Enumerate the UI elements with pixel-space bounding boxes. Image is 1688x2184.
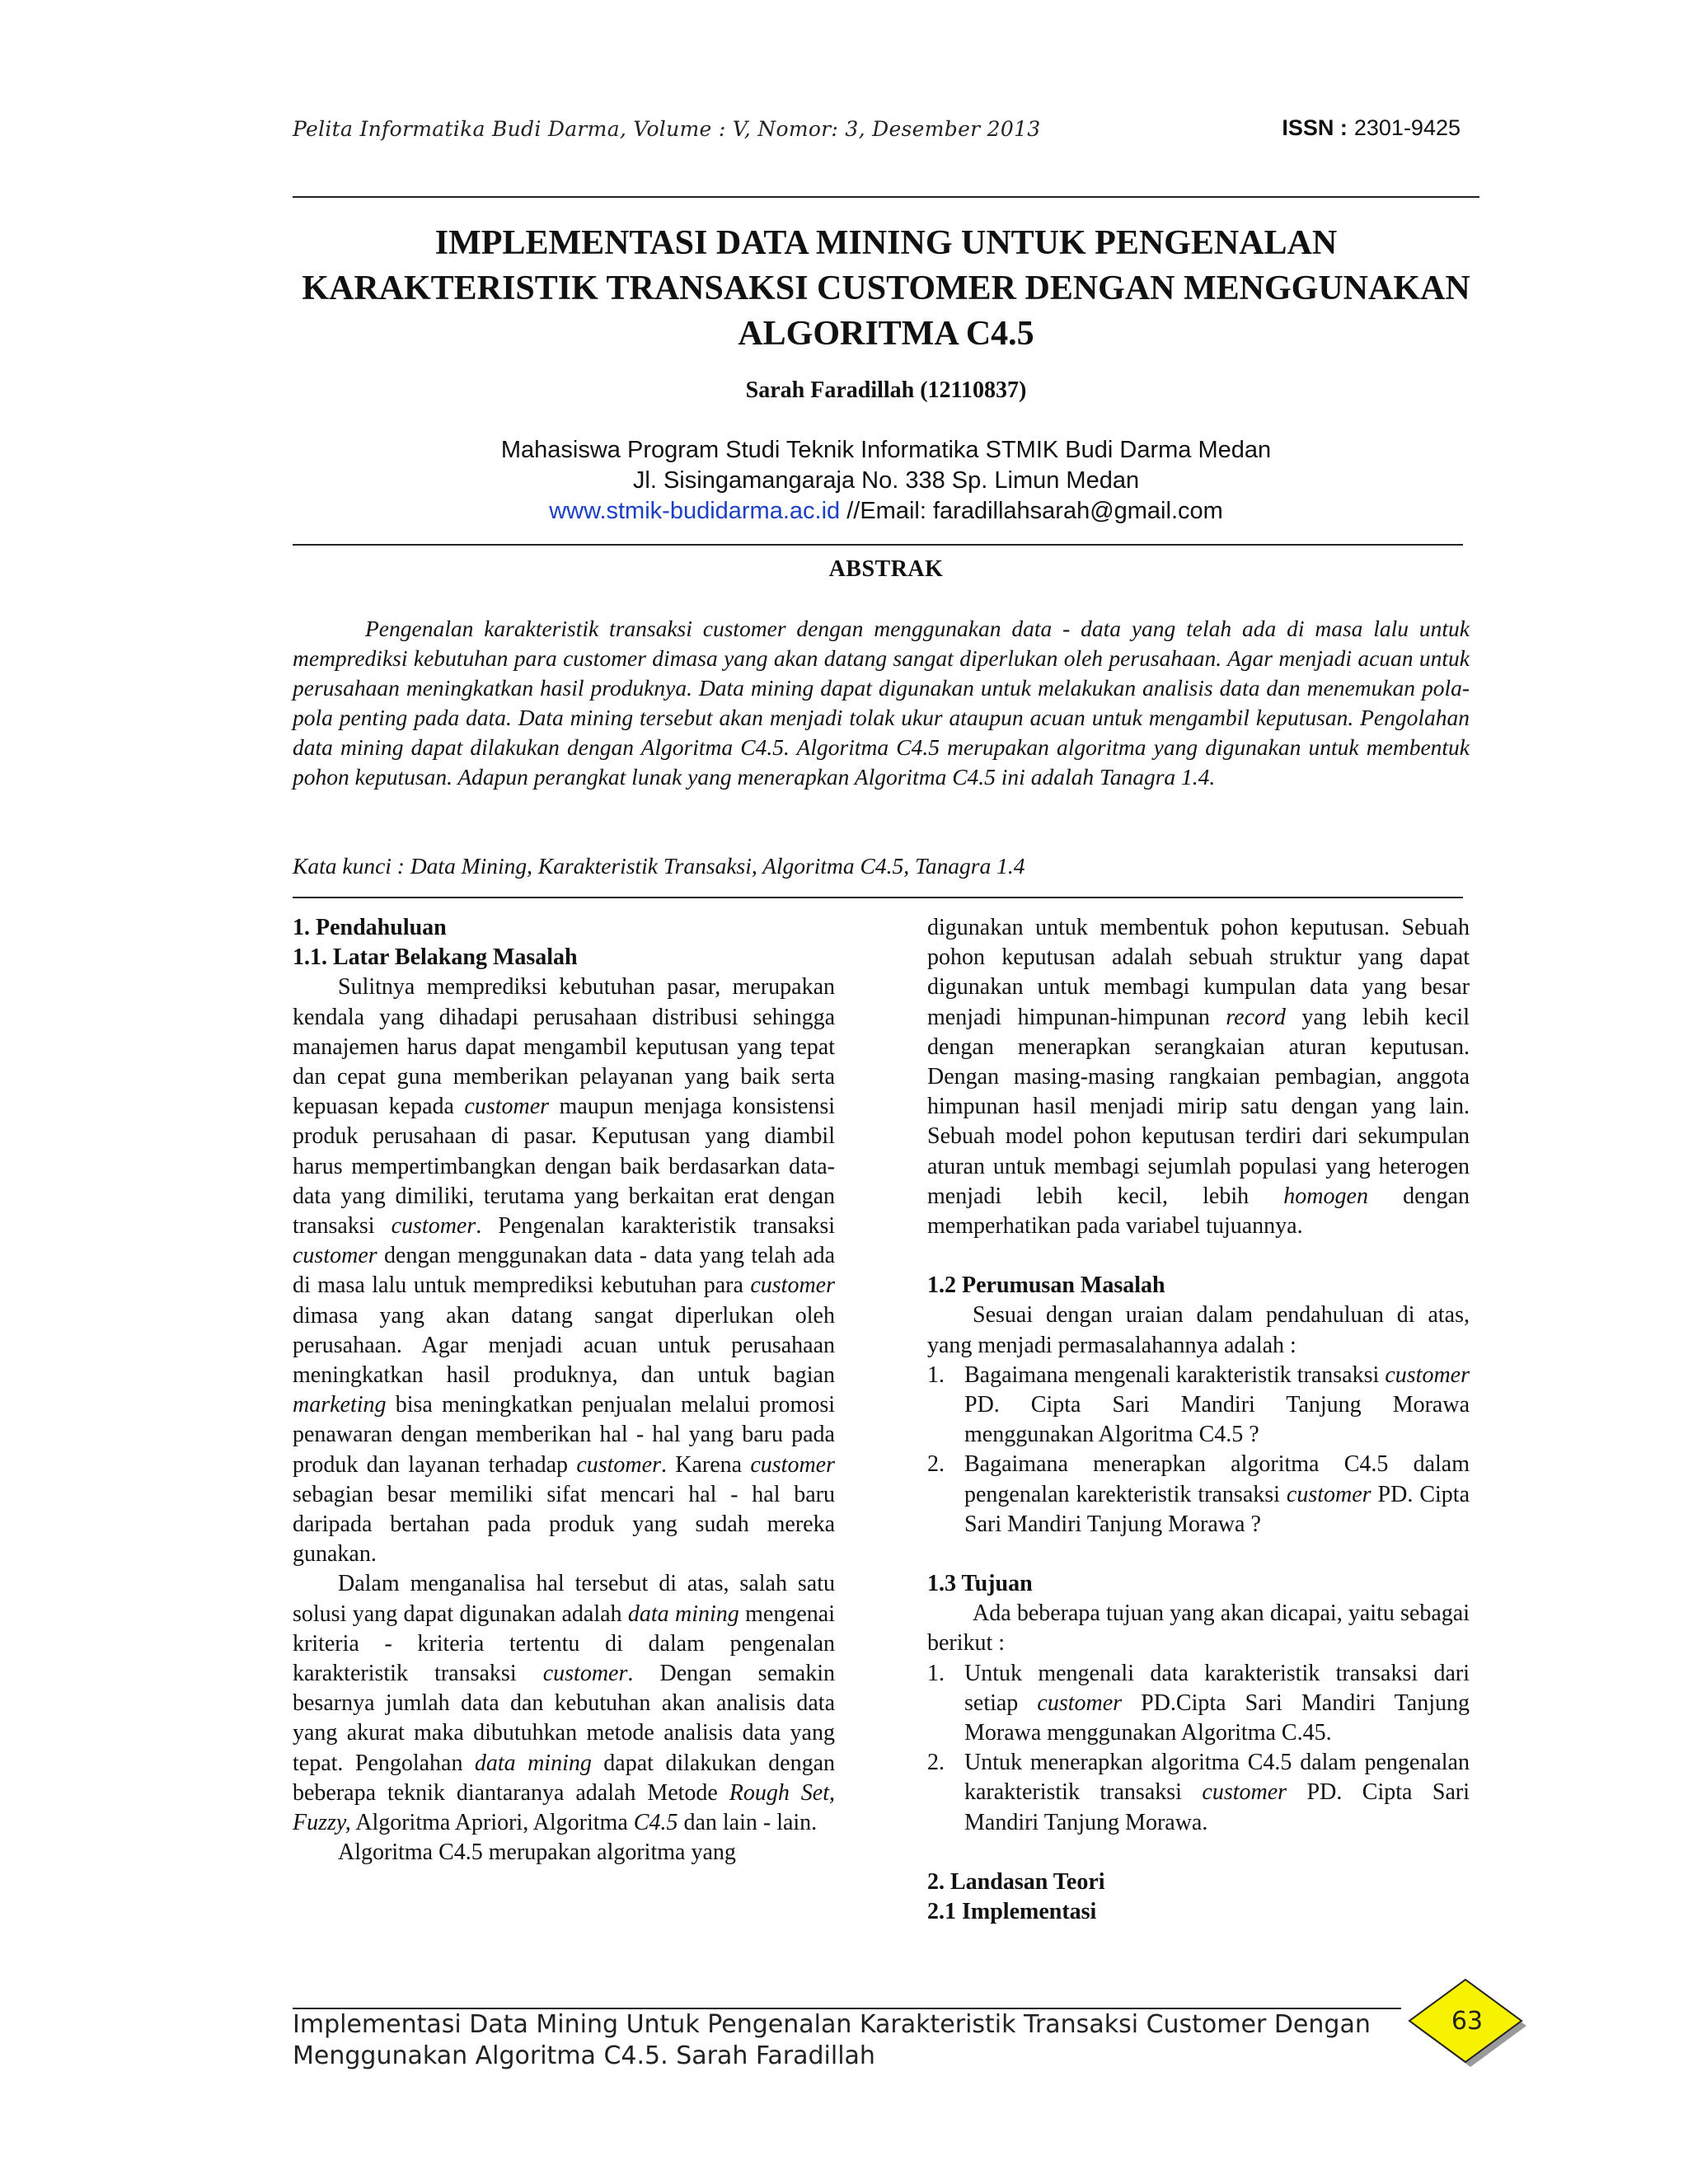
paragraph: Sulitnya memprediksi kebutuhan pasar, merupakan kendala yang dihadapi perusahaan distribusi sehingga manajemen harus dapat mengambil keputusan yang tepat dan cepat guna memberikan pelayanan yang baik serta kepuasan kepada customer maupun menjaga konsistensi produk perusahaan di pasar. Keputusan yang diambil harus mempertimbangkan dengan baik berdasarkan data-data yang dimiliki, terutama yang berkaitan erat dengan transaksi customer. Pengenalan karakteristik transaksi customer dengan menggunakan data - data yang telah ada di masa lalu untuk memprediksi kebutuhan para customer dimasa yang akan datang sangat diperlukan oleh perusahaan. Agar menjadi acuan untuk perusahaan meningkatkan hasil produknya, dan untuk bagian marketing bisa meningkatkan penjualan melalui promosi penawaran dengan memberikan hal - hal yang baru pada produk dan layanan terhadap customer. Karena customer sebagian besar memiliki sifat mencari hal - hal baru daripada bertahan pada produk yang sudah mereka gunakan.: [293, 974, 836, 1568]
subsection-heading: 2.1 Implementasi: [927, 1899, 1097, 1925]
issn-value: 2301-9425: [1353, 115, 1461, 140]
footer-line-1: Implementasi Data Mining Untuk Pengenalan Karakteristik Transaksi Customer Dengan: [293, 2010, 1371, 2039]
affiliation-line-2: Jl. Sisingamangaraja No. 338 Sp. Limun Medan: [632, 467, 1140, 494]
email: //Email: faradillahsarah@gmail.com: [840, 498, 1223, 524]
right-column: [927, 913, 1470, 1927]
abstract-text: Pengenalan karakteristik transaksi customer dengan menggunakan data - data yang telah ada di masa lalu untuk memprediksi kebutuhan para customer dimasa yang akan datang sangat diperlukan oleh perusahaan. Agar menjadi acuan untuk perusahaan meningkatkan hasil produknya. Data mining dapat digunakan untuk melakukan analisis data dan menemukan pola-pola penting pada data. Data mining tersebut akan menjadi tolak ukur ataupun acuan untuk mengambil keputusan. Pengolahan data mining dapat dilakukan dengan Algoritma C4.5. Algoritma C4.5 merupakan algoritma yang digunakan untuk membentuk pohon keputusan. Adapun perangkat lunak yang menerapkan Algoritma C4.5 ini adalah Tanagra 1.4.: [293, 616, 1470, 790]
list-item: 2. Bagaimana menerapkan algoritma C4.5 dalam pengenalan karekteristik transaksi customer PD. Cipta Sari Mandiri Tanjung Morawa ?: [927, 1451, 1470, 1537]
paper-title: IMPLEMENTASI DATA MINING UNTUK PENGENALAN KARAKTERISTIK TRANSAKSI CUSTOMER DENGAN MENGGUNAKAN ALGORITMA C4.5: [302, 224, 1470, 353]
left-column: [293, 913, 835, 1868]
author: Sarah Faradillah (12110837): [745, 377, 1027, 403]
list-item: 1. Untuk mengenali data karakteristik transaksi dari setiap customer PD.Cipta Sari Mandiri Tanjung Morawa menggunakan Algoritma C.45.: [927, 1660, 1470, 1746]
objective-list: [927, 1659, 1470, 1838]
paragraph: Ada beberapa tujuan yang akan dicapai, yaitu sebagai berikut :: [927, 1601, 1470, 1657]
website-link[interactable]: www.stmik-budidarma.ac.id: [549, 498, 841, 524]
paragraph: digunakan untuk membentuk pohon keputusan. Sebuah pohon keputusan adalah sebuah struktur yang dapat digunakan untuk membagi kumpulan data yang besar menjadi himpunan-himpunan record yang lebih kecil dengan menerapkan serangkaian aturan keputusan. Dengan masing-masing rangkaian pembagian, anggota himpunan hasil menjadi mirip satu dengan yang lain. Sebuah model pohon keputusan terdiri dari sekumpulan aturan untuk membagi sejumlah populasi yang heterogen menjadi lebih kecil, lebih homogen dengan memperhatikan pada variabel tujuannya.: [927, 915, 1470, 1240]
affiliation-line-1: Mahasiswa Program Studi Teknik Informatika STMIK Budi Darma Medan: [500, 437, 1272, 463]
subsection-heading: 1.3 Tujuan: [927, 1571, 1033, 1597]
paragraph: Dalam menganalisa hal tersebut di atas, salah satu solusi yang dapat digunakan adalah data mining mengenai kriteria - kriteria tertentu di dalam pengenalan karakteristik transaksi customer. Dengan semakin besarnya jumlah data dan kebutuhan akan analisis data yang akurat maka dibutuhkan metode analisis data yang tepat. Pengolahan data mining dapat dilakukan dengan beberapa teknik diantaranya adalah Metode Rough Set, Fuzzy, Algoritma Apriori, Algoritma C4.5 dan lain - lain.: [293, 1571, 836, 1836]
affiliation-rule: [293, 544, 1463, 546]
paragraph: Algoritma C4.5 merupakan algoritma yang: [338, 1840, 736, 1866]
affiliation: [293, 435, 1479, 527]
abstract: [293, 614, 1470, 792]
header-rule: [293, 196, 1479, 198]
section-heading: 2. Landasan Teori: [927, 1868, 1105, 1895]
page-number: 63: [1451, 2007, 1484, 2036]
subsection-heading: 1.1. Latar Belakang Masalah: [293, 944, 578, 971]
section-heading: 1. Pendahuluan: [293, 915, 447, 940]
paragraph: Sesuai dengan uraian dalam pendahuluan di atas, yang menjadi permasalahannya adalah :: [927, 1302, 1470, 1358]
journal-name: Pelita Informatika Budi Darma, Volume : V, Nomor: 3, Desember 2013: [293, 117, 1041, 141]
list-item: 2. Untuk menerapkan algoritma C4.5 dalam pengenalan karakteristik transaksi customer PD. Cipta Sari Mandiri Tanjung Morawa.: [927, 1750, 1470, 1835]
issn-label: ISSN :: [1282, 115, 1348, 140]
footer-line-2: Menggunakan Algoritma C4.5. Sarah Faradillah: [293, 2041, 875, 2070]
affiliation-contact: [293, 496, 1479, 527]
keywords: Kata kunci : Data Mining, Karakteristik Transaksi, Algoritma C4.5, Tanagra 1.4: [293, 853, 1025, 879]
issn: [1282, 115, 1461, 141]
list-item: 1. Bagaimana mengenali karakteristik transaksi customer PD. Cipta Sari Mandiri Tanjung Morawa menggunakan Algoritma C4.5 ?: [927, 1361, 1470, 1448]
subsection-heading: 1.2 Perumusan Masalah: [927, 1272, 1165, 1299]
running-footer: [293, 2009, 1389, 2072]
abstract-heading: ABSTRAK: [828, 556, 944, 582]
problem-list: [927, 1361, 1470, 1540]
abstract-rule: [293, 897, 1463, 898]
